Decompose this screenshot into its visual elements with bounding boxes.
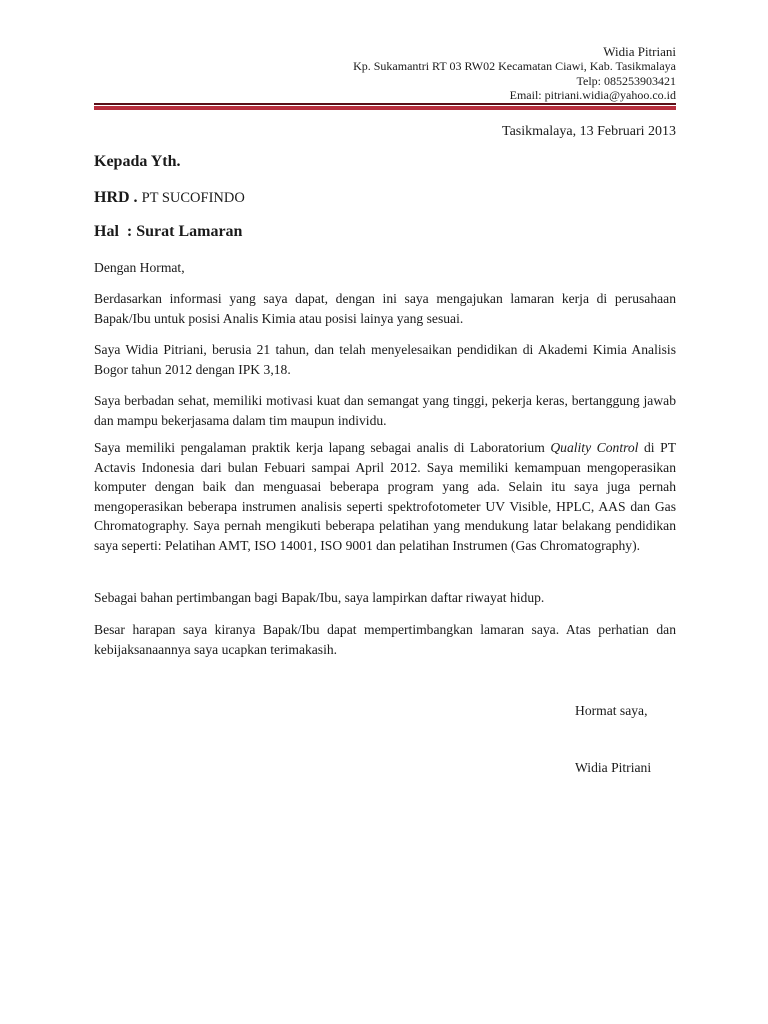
paragraph-2: Saya Widia Pitriani, berusia 21 tahun, dan telah menyelesaikan pendidikan di Akademi Kimia Analisis Bogor tahun 2012 dengan IPK 3,18. (94, 342, 676, 377)
paragraph-1: Berdasarkan informasi yang saya dapat, dengan ini saya mengajukan lamaran kerja di perusahaan Bapak/Ibu untuk posisi Analis Kimia atau posisi lainya yang sesuai. (94, 291, 676, 326)
paragraph-4-emphasis: Quality Control (550, 440, 639, 455)
sender-email: Email: pitriani.widia@yahoo.co.id (509, 88, 676, 102)
sender-block (353, 44, 676, 103)
greeting: Dengan Hormat, (94, 260, 185, 275)
header-rule-thick (94, 106, 676, 110)
paragraph-4-part-b: di PT Actavis Indonesia dari bulan Febuari sampai April 2012. Saya memiliki kemampuan mengoperasikan komputer dengan baik dan menguasai beberapa program yang ada. Selain itu saya juga pernah mengoperasikan beberapa instrumen analisis seperti spektrofotometer UV Visible, HPLC, AAS dan Gas Chromatography. Saya pernah mengikuti beberapa pelatihan yang mendukung latar belakang pendidikan saya seperti: Pelatihan AMT, ISO 14001, ISO 9001 dan pelatihan Instrumen (Gas Chromatography). (94, 440, 676, 553)
letter-date: Tasikmalaya, 13 Februari 2013 (502, 124, 676, 139)
paragraph-5: Sebagai bahan pertimbangan bagi Bapak/Ibu, saya lampirkan daftar riwayat hidup. (94, 590, 545, 605)
sender-name: Widia Pitriani (603, 44, 676, 59)
recipient-company: PT SUCOFINDO (141, 190, 245, 206)
closing-regards: Hormat saya, (575, 703, 648, 718)
recipient-dept: HRD . (94, 189, 138, 206)
recipient-salutation: Kepada Yth. (94, 153, 181, 170)
paragraph-4-part-a: Saya memiliki pengalaman praktik kerja lapang sebagai analis di Laboratorium (94, 440, 551, 455)
paragraph-6: Besar harapan saya kiranya Bapak/Ibu dapat mempertimbangkan lamaran saya. Atas perhatian dan kebijaksanaannya saya ucapkan terimakasih. (94, 622, 676, 657)
paragraph-4 (94, 438, 676, 556)
signature-name: Widia Pitriani (575, 760, 652, 775)
letter-subject: Hal : Surat Lamaran (94, 223, 243, 240)
sender-address: Kp. Sukamantri RT 03 RW02 Kecamatan Ciawi, Kab. Tasikmalaya (353, 59, 676, 73)
paragraph-3: Saya berbadan sehat, memiliki motivasi kuat dan semangat yang tinggi, pekerja keras, bertanggung jawab dan mampu bekerjasama dalam tim maupun individu. (94, 393, 676, 428)
recipient-line (94, 189, 245, 207)
header-rule-thin (94, 103, 676, 105)
sender-phone: Telp: 085253903421 (576, 73, 676, 88)
